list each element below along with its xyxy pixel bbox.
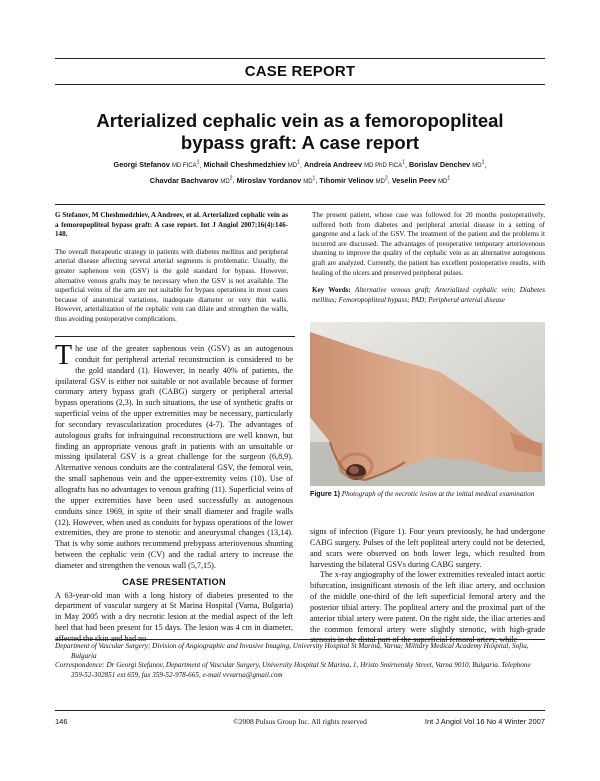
abstract-left-column xyxy=(55,211,288,333)
author-degree: MD xyxy=(438,178,448,185)
affiliations: Department of Vascular Surgery; Division of Angiographic and Invasive Imaging, University Hospital St Marina, Varna; Military Medical Academy Hospital, Sofia, Bulgaria xyxy=(55,642,529,660)
author-degree: MD xyxy=(303,178,313,185)
footnotes xyxy=(55,642,545,680)
author-name: Michail Cheshmedzhiev xyxy=(203,160,288,170)
figure-caption-text: Photograph of the necrotic lesion at the initial medical examination xyxy=(341,490,535,498)
footnote-rule xyxy=(55,639,545,640)
author xyxy=(304,160,405,169)
author-list: Georgi Stefanov MD FICA$^1$, Michail Cheshmedzhiev $MD^1$, Andreia Andreev MD PhD FICA$^1$, Borislav Denchev $MD^1$, Chavdar Bachvarov $MD^2$, Miroslav Yordanov $MD^1$, Tihomir Velinov $MD^2$, Veselin Peev $MD^1$ xyxy=(113,160,487,185)
figure-label: Figure 1) xyxy=(310,490,340,498)
author-affiliation: 1 xyxy=(297,160,300,166)
author-degree: MD xyxy=(472,163,482,170)
abstract-paragraph: The overall therapeutic strategy in patients with diabetes mellitus and peripheral arterial disease affecting several arterial segments is problematic. Usually, the greater saphenous vein (GSV) is the gold standard for bypass. However, alternative venous grafts may be necessary when the GSV is not available. The superficial veins of the arm are not suitable for bypass operations in most cases because of anatomical variations, inadequate diameter or very thin walls. However, arterialization of the cephalic vein can dilate and strengthen the walls, thus avoiding postoperative complications. xyxy=(55,247,288,323)
body-paragraph: The x-ray angiography of the lower extremities revealed intact aortic bifurcation, insignificant stenosis of the left iliac artery, and occlusion of the middle one-third of the left superficial femoral artery and the posterior tibial artery. The popliteal artery and the proximal part of the anterior tibial artery were patent. On the right side, the iliac arteries and the common femoral artery were slightly stenotic, with high-grade stenosis in the distal part of the superficial femoral artery, while xyxy=(310,570,545,645)
author-affiliation: 1 xyxy=(447,175,451,182)
intro-paragraph xyxy=(55,340,293,572)
author-name: Borislav Denchev xyxy=(409,160,473,170)
author xyxy=(319,176,387,185)
abstract-citation: G Stefanov, M Cheshmedzhiev, A Andreev, et al. Arterialized cephalic vein as a femoropopliteal bypass graft: A case report. Int J Angiol 2007;16(4):146-148. xyxy=(55,211,288,239)
top-rule xyxy=(55,58,545,59)
author-degree: MD xyxy=(287,163,298,170)
section-rule xyxy=(55,84,545,85)
case-paragraph: A 63-year-old man with a long history of diabetes presented to the department of vascular surgery at St Marina Hospital (Varna, Bulgaria) in May 2005 with a dry necrotic lesion at the medial aspect of the left heel that had been present for 15 days. The lesion was 4 cm in diameter, affected the skin and had no xyxy=(55,590,293,643)
keywords-label: Key Words: xyxy=(312,286,351,295)
author-affiliation: 2 xyxy=(384,175,388,182)
author-name: Miroslav Yordanov xyxy=(236,175,304,185)
keywords-text: Alternative venous graft; Arterialized cephalic vein; Diabetes mellitus; Femoropopliteal bypass; PAD; Peripheral arterial disease xyxy=(312,286,545,304)
abstract-right-column xyxy=(312,211,545,313)
author-name: Tihomir Velinov xyxy=(319,175,376,185)
drop-cap: T xyxy=(55,340,73,371)
intro-text: he use of the greater saphenous vein (GSV) as an autogenous conduit for peripheral arterial reconstruction is considered to be the gold standard (1). However, in nearly 40% of patients, the ipsilateral GSV is either not suitable or not available because of former coronary artery bypass graft (CABG) surgery or peripheral arterial bypass operations (2,3). In such situations, the use of synthetic grafts or superficial veins of the upper extremities may be necessary, particularly for secondary revascularization procedures (4-7). The advantages of autologous grafts for infrainguinal reconstructions are well known, but finding an appropriate venous graft in patients with an unsuitable or missing ipsilateral GSV is a great challenge for the surgeon (6,8,9). Alternative venous conduits are the contralateral GSV, the femoral vein, the small saphenous vein and the upper-extremity veins (10). Use of allografts has no advantages to venous grafting (11). Superficial veins of the upper extremities have been used successfully as autogenous conduits since 1969, in spite of their small diameter and fragile walls (12). However, when used as conduits for bypass operations of the lower extremities, they are prone to stenotic and aneurysmal changes (13,14). That is why some authors recommend prebypass arteriovenous shunting between the cephalic vein (CV) and the radial artery to increase the diameter and strengthen the venous wall (5,7,15). xyxy=(55,344,293,570)
author xyxy=(203,160,299,169)
author-degree: MD xyxy=(220,178,230,185)
correspondence xyxy=(55,661,545,680)
author-name: Georgi Stefanov xyxy=(113,160,172,170)
journal-info: Int J Angiol Vol 16 No 4 Winter 2007 xyxy=(424,717,545,726)
section-label: CASE REPORT xyxy=(244,63,356,80)
figure-caption xyxy=(310,490,545,500)
abstract-bottom-rule xyxy=(55,336,295,337)
body-paragraph: signs of infection (Figure 1). Four years previously, he had undergone CABG surgery. Pulses of the left popliteal artery could not be detected, and scars were observed on both lower legs, which resulted from harvesting the bilateral GSVs during CABG surgery. xyxy=(310,527,545,569)
correspondence-text: Dr Georgi Stefanov, Department of Vascular Surgery, University Hospital St Marina, 1, Hristo Smirnensky Street, Varna 9010, Bulgaria. Telephone 359-52-302851 ext 659, fax 359-52-978-665, e-mail vvvarna@gmail.com xyxy=(71,661,531,679)
author-degree: MD PhD FICA xyxy=(364,163,403,170)
copyright: ©2008 Pulsus Group Inc. All rights reserved xyxy=(233,717,367,726)
author-affiliation: 1 xyxy=(481,160,485,166)
author xyxy=(114,160,200,169)
foot-photo-illustration xyxy=(310,322,545,486)
author-degree: MD FICA xyxy=(171,163,197,170)
section-heading: CASE PRESENTATION xyxy=(122,576,226,587)
footer-rule xyxy=(55,710,545,711)
author-affiliation: 1 xyxy=(402,160,405,166)
author-name: Chavdar Bachvarov xyxy=(149,175,221,185)
page-number: 146 xyxy=(55,717,68,726)
author-affiliation: 1 xyxy=(312,175,316,182)
body-left-column xyxy=(55,340,293,645)
body-right-column xyxy=(310,527,545,646)
author xyxy=(237,176,316,185)
author-name: Andreia Andreev xyxy=(303,160,365,170)
author xyxy=(392,176,450,185)
article-title: Arterialized cephalic vein as a femoropopliteal bypass graft: A case report xyxy=(96,110,504,153)
author-degree: MD xyxy=(375,178,385,185)
author-affiliation: 1 xyxy=(196,160,200,166)
figure-photo xyxy=(310,322,545,486)
abstract-top-rule xyxy=(55,204,545,205)
abstract-paragraph: The present patient, whose case was followed for 20 months postoperatively, suffered both from diabetes and peripheral arterial disease in a setting of gangrene and a lack of the GSV. The treatment of the patient and the problems it incurred are discussed. The advantages of preoperative temporary arteriovenous shunting to improve the quality of the cephalic vein as an alternative autogenous graft are analyzed. Currently, the patient has excellent postoperative results, with healing of the ulcers and preserved peripheral pulses. xyxy=(312,211,545,277)
author xyxy=(150,176,233,185)
correspondence-label: Correspondence: xyxy=(55,661,105,670)
author-name: Veselin Peev xyxy=(391,175,439,185)
author-affiliation: 2 xyxy=(229,175,233,182)
author xyxy=(409,160,484,169)
keywords xyxy=(312,286,545,305)
